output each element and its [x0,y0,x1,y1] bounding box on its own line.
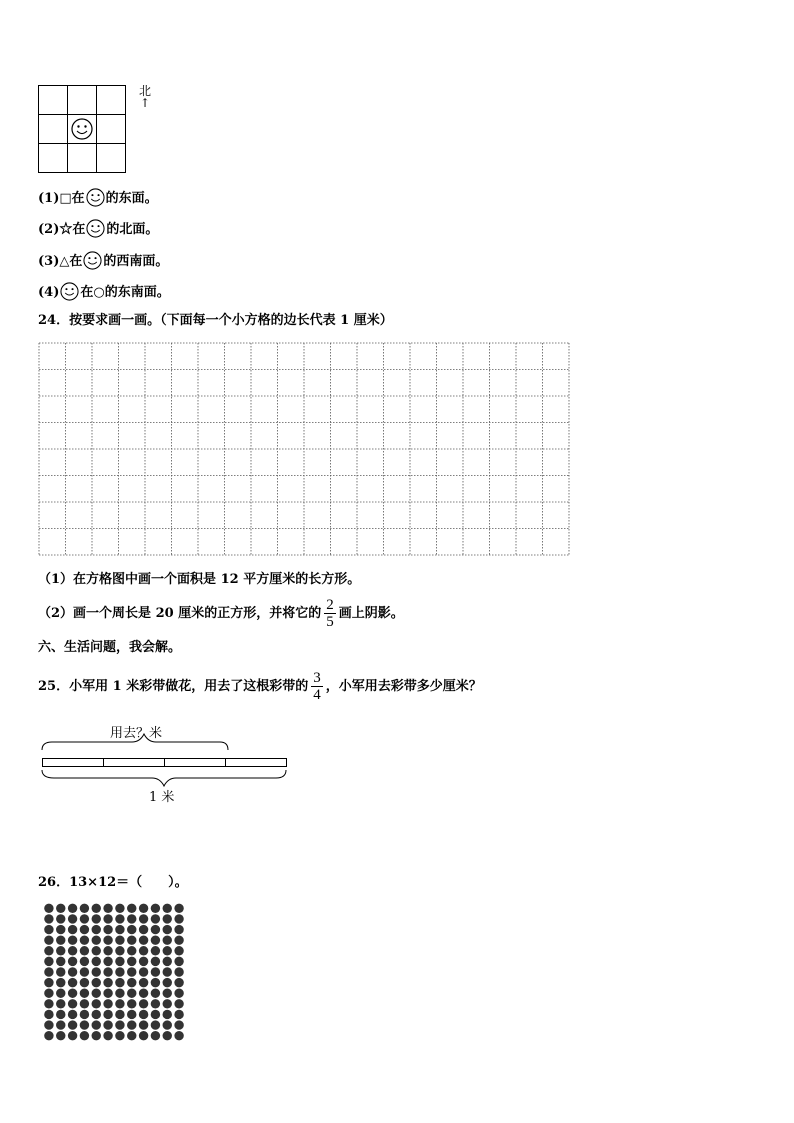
dot [139,914,148,923]
item-2 [38,219,158,238]
total-label: 1 米 [149,790,175,805]
dot [92,989,101,998]
dot [92,914,101,923]
dot [68,904,77,913]
dot [163,967,172,976]
north-label: 北 [138,84,151,98]
dot [151,957,160,966]
dot [139,1010,148,1019]
dot [151,999,160,1008]
dot [92,904,101,913]
dot [174,914,183,923]
dot [92,1031,101,1040]
dot [103,989,112,998]
dot [103,1020,112,1029]
dot [68,914,77,923]
smiley-icon [86,219,105,238]
dot [174,967,183,976]
dot [115,935,124,944]
dot [68,999,77,1008]
dot [174,957,183,966]
q26-question: 26．13×12＝（ ）。 [38,875,188,890]
dotted-grid-svg [38,342,570,556]
dot [127,957,136,966]
item-4-suffix: 在○的东南面。 [80,285,170,300]
dot [80,1020,89,1029]
dot [139,946,148,955]
dot [80,957,89,966]
dot [56,1020,65,1029]
dot [68,1010,77,1019]
dot [151,967,160,976]
dot [115,904,124,913]
fraction-numerator: 3 [313,670,321,686]
q24-title: 24．按要求画一画。（下面每一个小方格的边长代表 1 厘米） [38,313,393,328]
dot [44,957,53,966]
dot [103,967,112,976]
dot [163,925,172,934]
dot [80,1031,89,1040]
dot [139,1020,148,1029]
dot [127,925,136,934]
dot [115,946,124,955]
dot [163,1010,172,1019]
dot [127,999,136,1008]
dot [56,1031,65,1040]
item-4 [38,282,170,301]
section-6-title: 六、生活问题，我会解。 [38,640,182,655]
dot [56,999,65,1008]
dot [44,999,53,1008]
dot [115,1010,124,1019]
q24-sub2 [38,597,404,630]
dot [103,925,112,934]
q25-after: ，小军用去彩带多少厘米？ [325,678,482,694]
dot [44,1010,53,1019]
dot [56,904,65,913]
fraction-two-fifths [324,597,336,630]
dot [115,957,124,966]
dot [56,989,65,998]
smiley-icon [86,188,105,207]
direction-grid [38,85,125,172]
dot [103,914,112,923]
dot [139,935,148,944]
fraction-numerator: 2 [326,597,334,613]
dot [68,935,77,944]
dot [151,914,160,923]
dot [92,935,101,944]
dot [151,989,160,998]
dot [56,914,65,923]
dot [139,989,148,998]
ribbon-bar-diagram [40,720,292,809]
item-3-prefix: (3)△在 [38,254,83,269]
dot [151,1031,160,1040]
item-3-suffix: 的西南面。 [103,254,169,269]
dot [44,914,53,923]
dot [139,957,148,966]
dot [56,967,65,976]
north-arrow-icon: ↑ [139,96,151,110]
dot [151,904,160,913]
dot [56,957,65,966]
dot [127,904,136,913]
dot [56,935,65,944]
dot [92,999,101,1008]
dot [68,1031,77,1040]
dot [115,1031,124,1040]
dot [174,935,183,944]
dot [115,1020,124,1029]
dot [103,1031,112,1040]
dot [103,999,112,1008]
fraction-three-quarters [311,670,323,703]
dot [127,935,136,944]
dot [56,946,65,955]
fraction-denominator: 5 [326,614,334,630]
dot [127,946,136,955]
dot [127,978,136,987]
dot [115,999,124,1008]
used-label: 用去？米 [110,726,163,741]
dot [115,925,124,934]
dot [127,989,136,998]
dot [80,946,89,955]
dot [115,989,124,998]
dot [139,1031,148,1040]
item-1 [38,188,158,207]
q25-question [38,670,482,703]
dot [163,957,172,966]
dot [68,978,77,987]
dot [80,1010,89,1019]
item-3 [38,251,168,270]
dot [44,925,53,934]
dot [80,999,89,1008]
dot [103,957,112,966]
dot [68,989,77,998]
dot [103,1010,112,1019]
dot [139,925,148,934]
dot [80,914,89,923]
dot [139,967,148,976]
dot [80,989,89,998]
dot [174,904,183,913]
dot [56,925,65,934]
dot [151,935,160,944]
dot [68,967,77,976]
dot [92,978,101,987]
item-4-prefix: (4) [38,285,60,300]
dot [103,978,112,987]
dot [151,1010,160,1019]
dot [80,925,89,934]
dot [139,978,148,987]
dot [174,925,183,934]
dot [80,978,89,987]
dot [174,999,183,1008]
dot [56,1010,65,1019]
dot [174,989,183,998]
item-2-prefix: (2)☆在 [38,222,86,237]
dot [151,978,160,987]
q25-before: 25．小军用 1 米彩带做花，用去了这根彩带的 [38,678,309,694]
dot [163,946,172,955]
dot [44,904,53,913]
north-indicator [138,84,152,108]
dot [174,1031,183,1040]
fraction-denominator: 4 [313,687,321,703]
dot [151,1020,160,1029]
dot [44,1020,53,1029]
dot [163,978,172,987]
dot-array-svg [43,903,185,1041]
dot [80,967,89,976]
dot [44,1031,53,1040]
smiley-icon [60,282,79,301]
dot [163,935,172,944]
dot [44,989,53,998]
dot [44,978,53,987]
dot [68,925,77,934]
dot [103,935,112,944]
dot [115,978,124,987]
dot [151,925,160,934]
dot [44,946,53,955]
dot [174,1010,183,1019]
dot [174,946,183,955]
dot [92,1010,101,1019]
dot [92,957,101,966]
q24-sub2-before: （2）画一个周长是 20 厘米的正方形，并将它的 [38,605,322,621]
q24-sub1: （1）在方格图中画一个面积是 12 平方厘米的长方形。 [38,572,361,587]
dot [174,978,183,987]
dot [103,904,112,913]
dot [44,935,53,944]
dot [174,1020,183,1029]
dot [115,914,124,923]
drawing-grid [38,342,570,560]
dot [56,978,65,987]
bottom-brace [42,770,286,786]
dot [127,1020,136,1029]
smiley-icon [72,119,92,139]
dot [44,967,53,976]
dot-array [43,903,185,1045]
dot [92,967,101,976]
dot [163,1020,172,1029]
dot [163,989,172,998]
dot [127,1031,136,1040]
dot [92,925,101,934]
dot [103,946,112,955]
dot [68,946,77,955]
dot [127,1010,136,1019]
item-2-suffix: 的北面。 [106,222,159,237]
dot [80,904,89,913]
smiley-icon [83,251,102,270]
dot [80,935,89,944]
dot [163,999,172,1008]
dot [127,967,136,976]
dot [92,1020,101,1029]
dot [127,914,136,923]
item-1-prefix: (1)□在 [38,191,85,206]
dot [115,967,124,976]
item-1-suffix: 的东面。 [105,191,158,206]
dot [163,1031,172,1040]
dot [151,946,160,955]
dot [68,957,77,966]
dot [163,904,172,913]
q24-sub2-after: 画上阴影。 [338,605,404,621]
dot [92,946,101,955]
grid-svg [38,85,126,173]
dot [163,914,172,923]
dot [139,904,148,913]
dot [68,1020,77,1029]
dot [139,999,148,1008]
